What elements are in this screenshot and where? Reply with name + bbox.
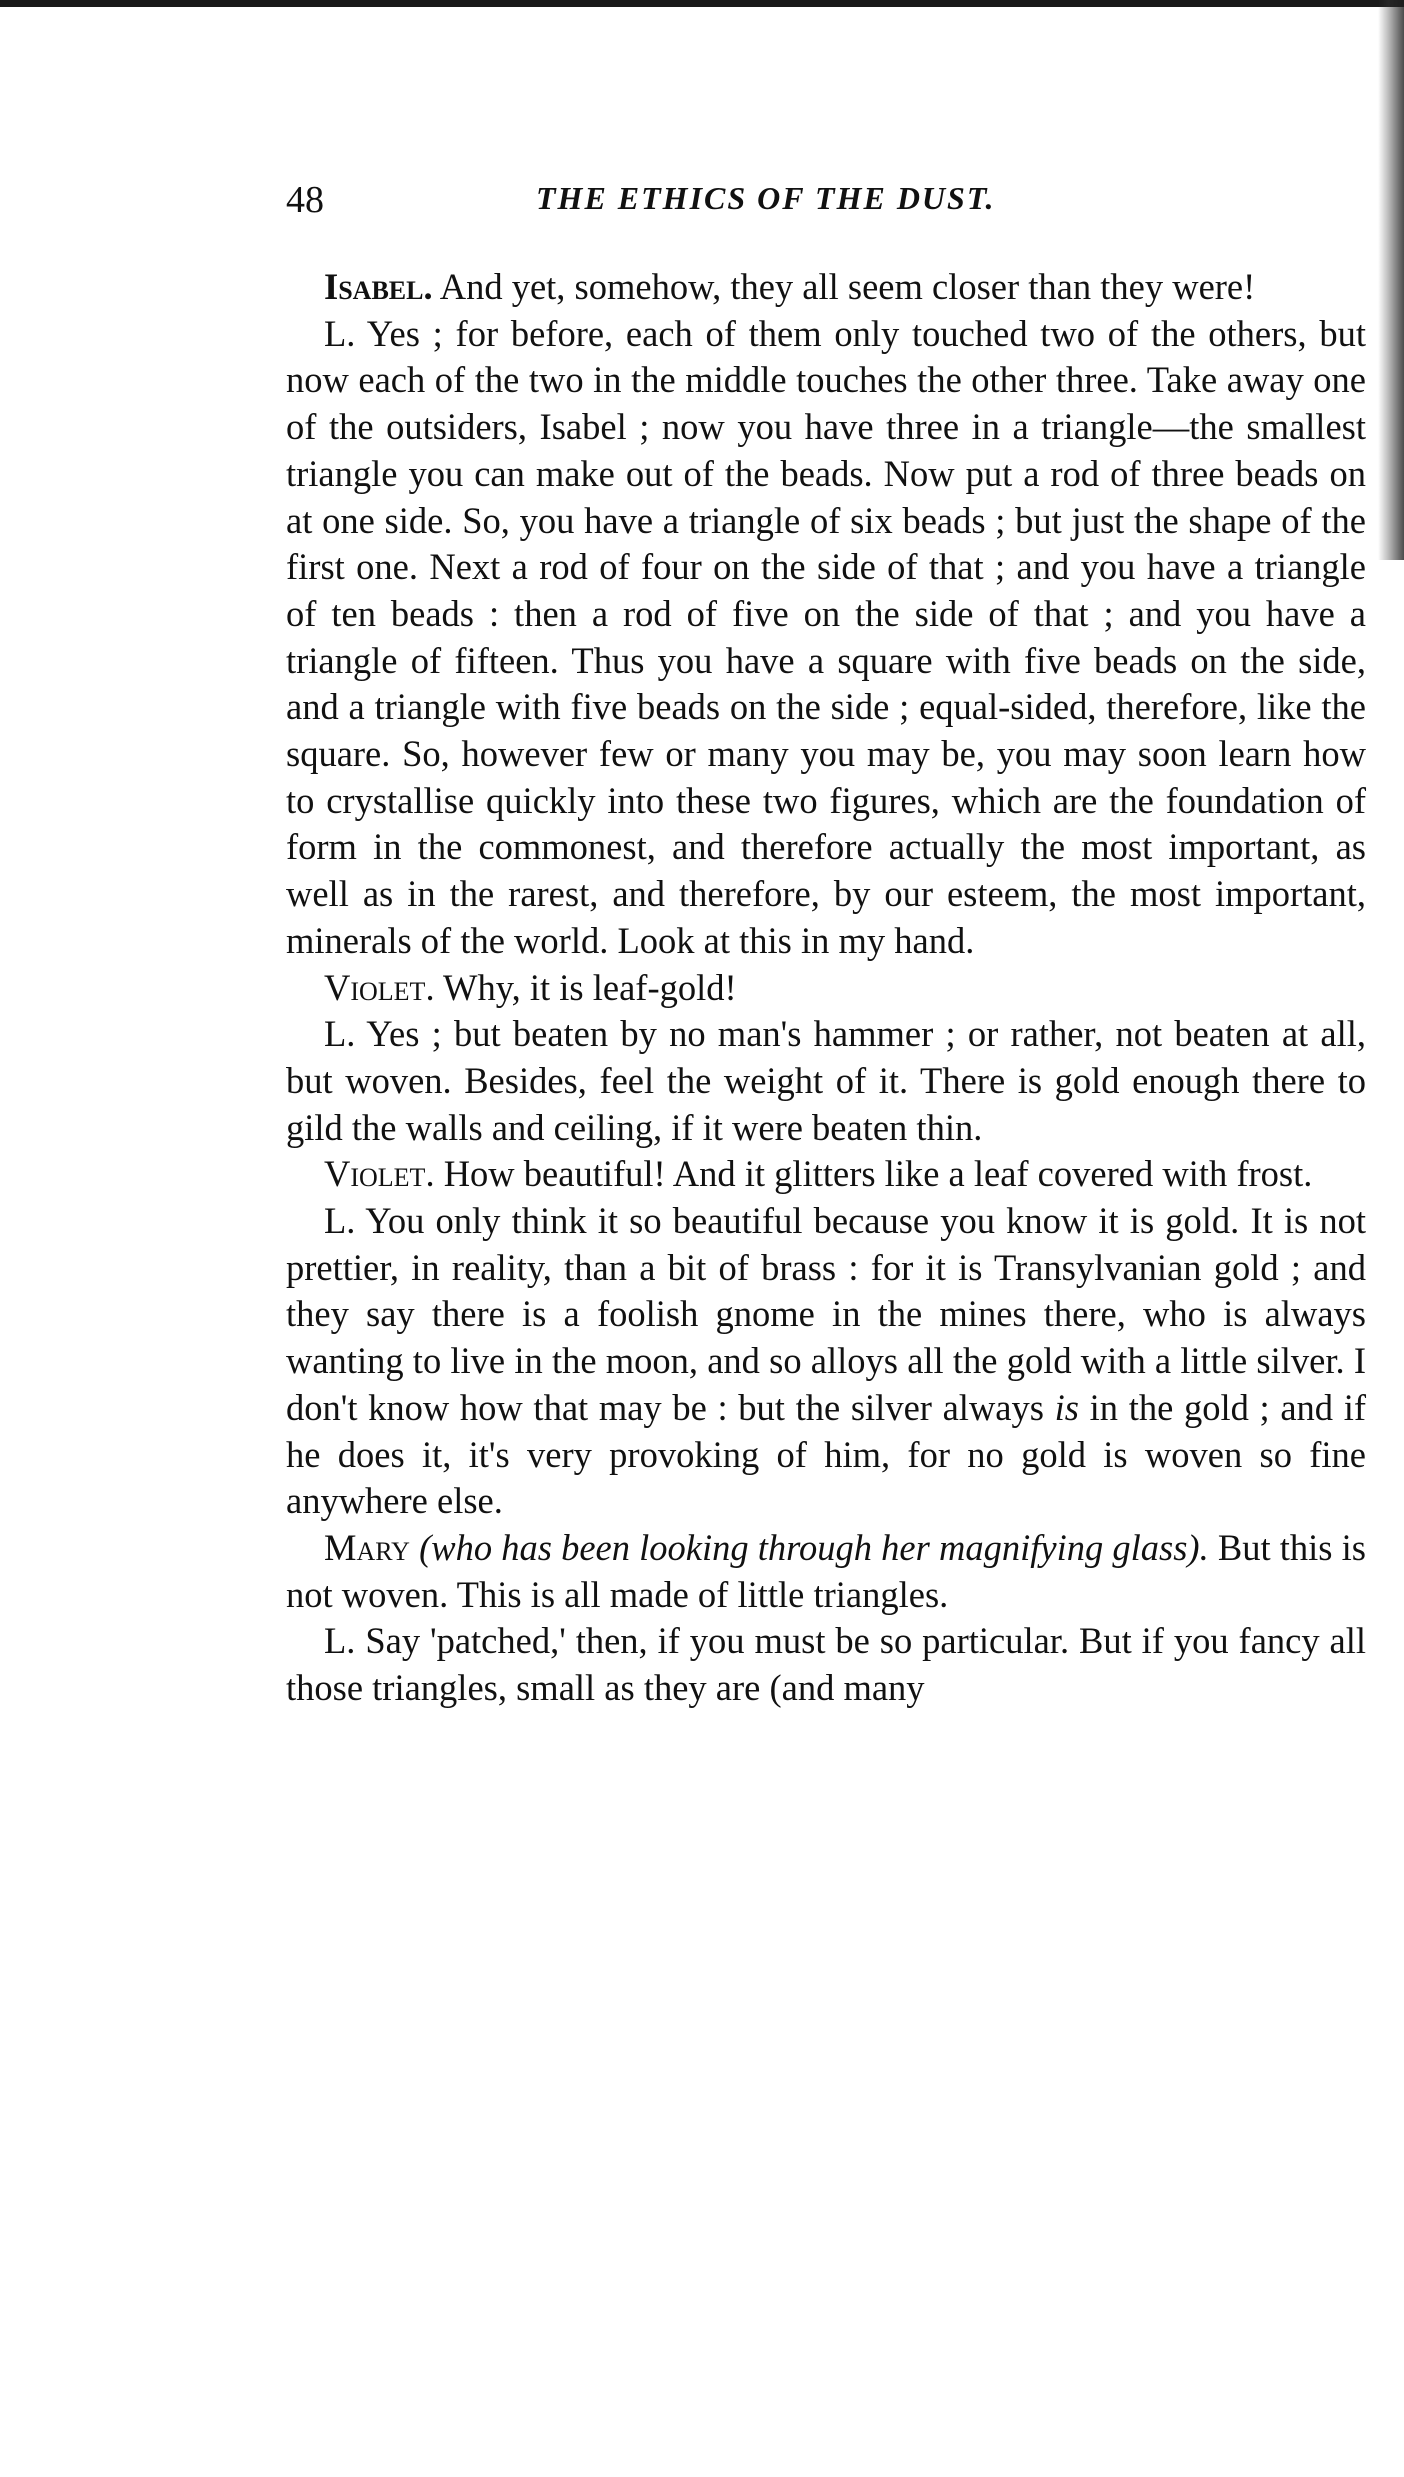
dialogue-text: Yes ; for before, each of them only touched two of the others, but now each of the two in the middle touches the other three. Take away one of the outsiders, Isabel ; now you have three in a triangle—the smallest triangle you can make out of the beads. Now put a rod of three beads on at one side. So, you have a triangle of six beads ; but just the shape of the first one. Next a rod of four on the side of that ; and you have a triangle of ten beads : then a rod of five on the side of that ; and you have a triangle of fifteen. Thus you have a square with five beads on the side, and a triangle with five beads on the side ; equal-sided, therefore, like the square. So, however few or many you may be, you may soon learn how to crystallise quickly into these two figures, which are the foundation of form in the commonest, and therefore actually the most important, as well as in the rarest, and therefore, by our esteem, the most important, minerals of the world. Look at this in my hand. — [286, 312, 1366, 961]
dialogue-text: And yet, somehow, they all seem closer than they were! — [432, 266, 1256, 307]
dialogue-text: You only think it so beautiful because you know it is gold. It is not prettier, in reality, than a bit of brass : for it is Transylvanian gold ; and they say there is a foolish gnome in the mines there, who is always wanting to live in the moon, and so alloys all the gold with a little silver. I don't know how that may be : but the silver always — [286, 1200, 1366, 1428]
running-title: THE ETHICS OF THE DUST. — [536, 180, 996, 216]
speaker-name: L. — [324, 1620, 356, 1662]
stage-direction: (who has been looking through her magnifying glass). — [409, 1526, 1209, 1568]
paragraph-l-woven — [286, 1011, 1366, 1151]
paragraph-l-patched — [286, 1618, 1366, 1711]
paragraph-l-transylvanian-gold — [286, 1198, 1366, 1525]
paragraph-isabel — [286, 264, 1366, 311]
speaker-name: L. — [324, 1200, 356, 1242]
paragraph-mary — [286, 1525, 1366, 1618]
page-header — [286, 178, 1366, 238]
dialogue-text: Why, it is leaf-gold! — [434, 966, 737, 1008]
page-top-edge — [0, 0, 1404, 7]
emphasis-text: is — [1054, 1386, 1079, 1428]
page-number: 48 — [286, 179, 324, 221]
paragraph-l-triangles — [286, 311, 1366, 965]
speaker-name: L. — [324, 312, 356, 354]
speaker-name: Mary — [324, 1526, 410, 1568]
paragraph-violet-leaf-gold — [286, 965, 1366, 1012]
book-page — [286, 178, 1366, 1712]
dialogue-text: Yes ; but beaten by no man's hammer ; or rather, not beaten at all, but woven. Besides, feel the weight of it. There is gold enough there to gild the walls and ceiling, if it were beaten thin. — [286, 1013, 1366, 1148]
binding-gutter-shadow — [1378, 0, 1404, 560]
dialogue-text: Say 'patched,' then, if you must be so particular. But if you fancy all those triangles, small as they are (and many — [286, 1620, 1366, 1709]
speaker-name: Violet. — [324, 966, 435, 1008]
paragraph-violet-beautiful — [286, 1151, 1366, 1198]
dialogue-text: How beautiful! And it glitters like a leaf covered with frost. — [434, 1153, 1313, 1195]
page-body — [286, 264, 1366, 1712]
dialogue-text: in the gold ; and if he does it, it's very provoking of him, for no gold is woven so fine anywhere else. — [286, 1386, 1366, 1522]
speaker-name: Isabel. — [324, 266, 433, 307]
speaker-name: Violet. — [324, 1153, 435, 1195]
dialogue-text: But this is not woven. This is all made of little triangles. — [286, 1526, 1367, 1615]
speaker-name: L. — [324, 1013, 356, 1055]
